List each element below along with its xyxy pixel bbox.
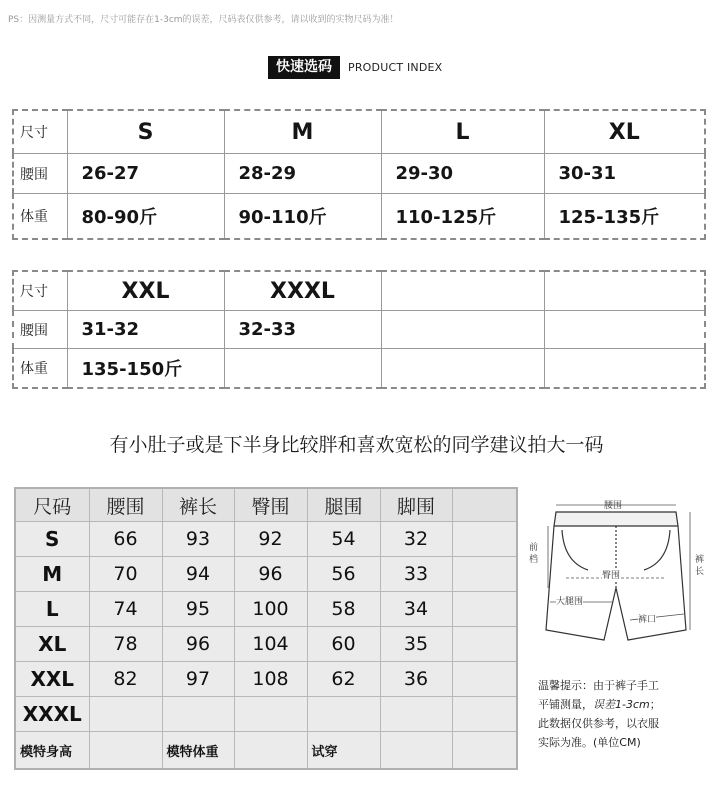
model-height-value (89, 732, 162, 770)
fitting-value (380, 732, 452, 770)
size-cell: XXL (67, 271, 224, 311)
size-cell: M (224, 110, 381, 154)
value-cell (162, 697, 234, 732)
value-cell: 93 (162, 522, 234, 557)
value-cell: 66 (89, 522, 162, 557)
value-cell (307, 697, 380, 732)
diagram-label-front-rise-2: 档 (529, 555, 539, 565)
tip-line-2c: ； (649, 698, 661, 711)
quick-size-table-2 (12, 270, 706, 389)
waist-cell (544, 311, 705, 349)
value-cell: 56 (307, 557, 380, 592)
value-cell: 78 (89, 627, 162, 662)
size-chart (14, 487, 518, 770)
value-cell: 34 (380, 592, 452, 627)
value-cell: 36 (380, 662, 452, 697)
empty-cell (452, 627, 517, 662)
waist-row (13, 154, 705, 194)
value-cell: 70 (89, 557, 162, 592)
diagram-label-waist: 腰围 (604, 501, 623, 511)
size-cell (544, 271, 705, 311)
tip-error-range: 误差1-3cm (593, 698, 650, 711)
value-cell: 82 (89, 662, 162, 697)
size-row (13, 271, 705, 311)
measurement-tip (538, 676, 708, 752)
table-row (15, 697, 517, 732)
value-cell: 54 (307, 522, 380, 557)
size-cell: XL (544, 110, 705, 154)
value-cell: 96 (234, 557, 307, 592)
tip-line-1: 温馨提示：由于裤子手工 (538, 679, 659, 692)
size-cell: XXXL (15, 697, 89, 732)
size-cell: XL (15, 627, 89, 662)
waist-cell: 28-29 (224, 154, 381, 194)
empty-cell (452, 662, 517, 697)
model-weight-label: 模特体重 (162, 732, 234, 770)
empty-cell (452, 732, 517, 770)
empty-cell (452, 592, 517, 627)
waist-cell: 32-33 (224, 311, 381, 349)
value-cell: 94 (162, 557, 234, 592)
size-cell: L (381, 110, 544, 154)
row-label-waist: 腰围 (13, 311, 67, 349)
weight-cell (224, 349, 381, 389)
table-row (15, 522, 517, 557)
value-cell: 95 (162, 592, 234, 627)
row-label-size: 尺寸 (13, 110, 67, 154)
diagram-label-thigh: 大腿围 (556, 594, 583, 607)
waist-cell: 26-27 (67, 154, 224, 194)
weight-cell: 80-90斤 (67, 194, 224, 240)
diagram-label-hip: 臀围 (602, 568, 620, 581)
weight-cell (544, 349, 705, 389)
value-cell: 74 (89, 592, 162, 627)
empty-cell (452, 697, 517, 732)
value-cell: 97 (162, 662, 234, 697)
value-cell: 108 (234, 662, 307, 697)
index-title-zh: 快速选码 (268, 56, 340, 79)
size-cell (381, 271, 544, 311)
measurement-notice: PS：因测量方式不同，尺寸可能存在1-3cm的误差，尺码表仅供参考，请以收到的实物尺码为准！ (8, 15, 399, 25)
tip-line-2a: 平铺测量， (538, 698, 593, 711)
value-cell: 62 (307, 662, 380, 697)
row-label-size: 尺寸 (13, 271, 67, 311)
diagram-label-length-1: 裤 (695, 555, 705, 565)
weight-cell: 135-150斤 (67, 349, 224, 389)
value-cell: 96 (162, 627, 234, 662)
tip-line-2 (538, 695, 708, 714)
model-info-row (15, 732, 517, 770)
size-cell: S (67, 110, 224, 154)
tip-line-4: 实际为准。(单位CM) (538, 736, 641, 749)
diagram-label-leg-opening: 裤口 (638, 612, 656, 625)
table-row (15, 557, 517, 592)
waist-cell (381, 311, 544, 349)
waist-cell: 29-30 (381, 154, 544, 194)
header-empty (452, 488, 517, 522)
header-waist: 腰围 (89, 488, 162, 522)
quick-size-table-1 (12, 109, 706, 240)
table-row (15, 592, 517, 627)
waist-row (13, 311, 705, 349)
header-leg-opening: 脚围 (380, 488, 452, 522)
size-row (13, 110, 705, 154)
size-cell: M (15, 557, 89, 592)
size-cell: XXL (15, 662, 89, 697)
weight-cell: 125-135斤 (544, 194, 705, 240)
value-cell (380, 697, 452, 732)
index-title-en: PRODUCT INDEX (348, 60, 443, 74)
header-length: 裤长 (162, 488, 234, 522)
value-cell: 104 (234, 627, 307, 662)
waist-cell: 30-31 (544, 154, 705, 194)
value-cell: 92 (234, 522, 307, 557)
diagram-label-front-rise-1: 前 (529, 543, 539, 553)
empty-cell (452, 522, 517, 557)
weight-row (13, 349, 705, 389)
value-cell: 32 (380, 522, 452, 557)
value-cell (234, 697, 307, 732)
row-label-waist: 腰围 (13, 154, 67, 194)
value-cell: 58 (307, 592, 380, 627)
product-index-title (268, 55, 442, 79)
weight-cell: 110-125斤 (381, 194, 544, 240)
table-row (15, 627, 517, 662)
shorts-measurement-diagram (526, 490, 708, 660)
weight-row (13, 194, 705, 240)
header-thigh: 腿围 (307, 488, 380, 522)
header-hip: 臀围 (234, 488, 307, 522)
model-height-label: 模特身高 (15, 732, 89, 770)
size-cell: S (15, 522, 89, 557)
value-cell: 100 (234, 592, 307, 627)
fitting-label: 试穿 (307, 732, 380, 770)
row-label-weight: 体重 (13, 349, 67, 389)
tip-line-3: 此数据仅供参考，以衣服 (538, 717, 659, 730)
size-cell: XXXL (224, 271, 381, 311)
table-row (15, 662, 517, 697)
weight-cell (381, 349, 544, 389)
weight-cell: 90-110斤 (224, 194, 381, 240)
model-weight-value (234, 732, 307, 770)
empty-cell (452, 557, 517, 592)
waist-cell: 31-32 (67, 311, 224, 349)
value-cell: 35 (380, 627, 452, 662)
value-cell (89, 697, 162, 732)
value-cell: 60 (307, 627, 380, 662)
diagram-label-length-2: 长 (695, 567, 705, 577)
size-chart-header (15, 488, 517, 522)
header-size: 尺码 (15, 488, 89, 522)
size-advice: 有小肚子或是下半身比较胖和喜欢宽松的同学建议拍大一码 (109, 434, 604, 456)
size-cell: L (15, 592, 89, 627)
value-cell: 33 (380, 557, 452, 592)
row-label-weight: 体重 (13, 194, 67, 240)
